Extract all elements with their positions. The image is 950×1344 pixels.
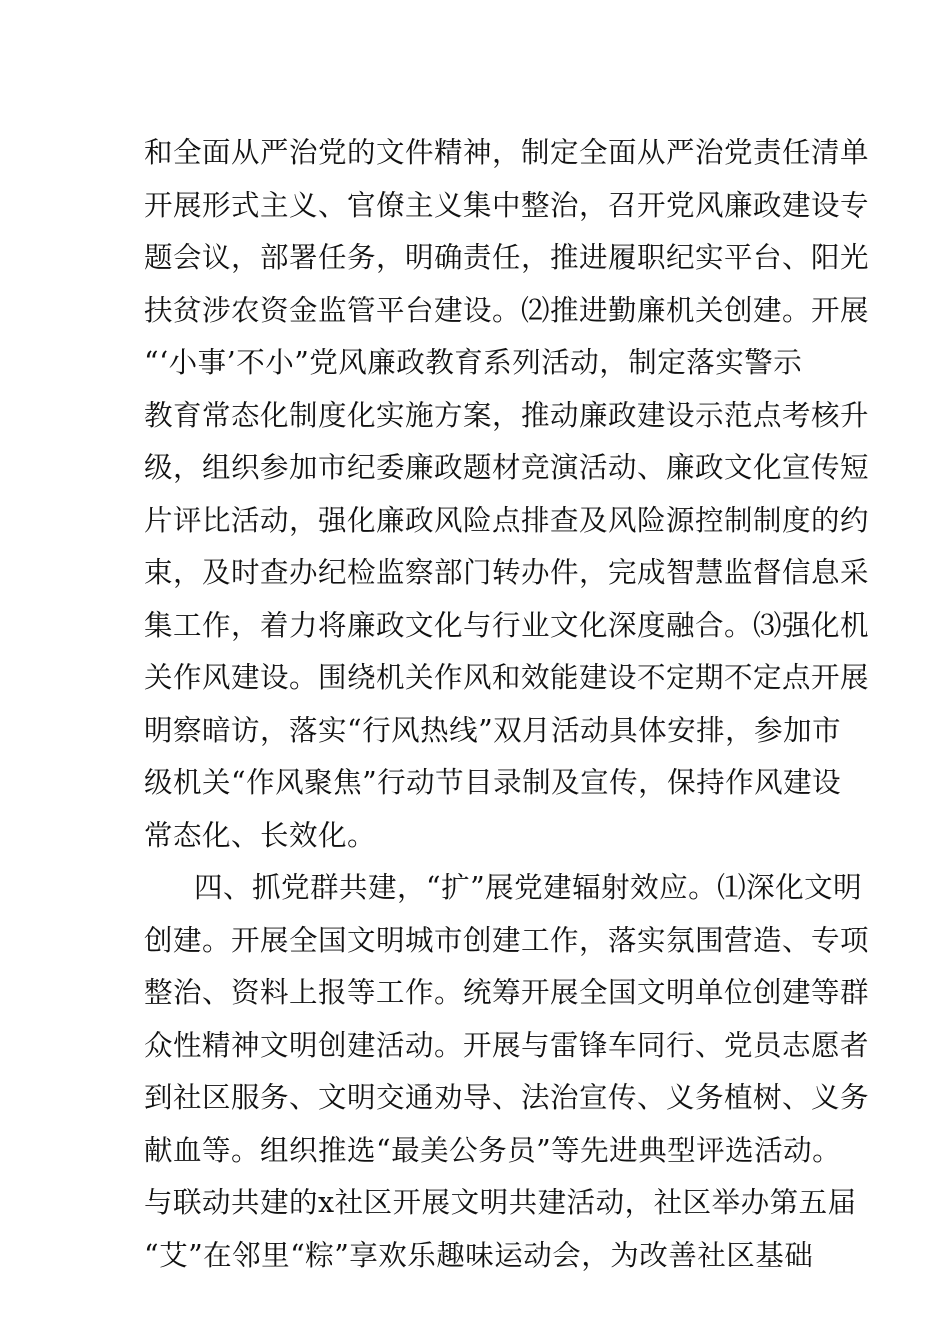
document-body xyxy=(144,127,870,1282)
text-line: 题会议，部署任务，明确责任，推进履职纪实平台、阳光 xyxy=(144,241,870,274)
section-heading-line: 四、抓党群共建，“扩”展党建辐射效应。⑴深化文明 xyxy=(194,871,863,904)
text-line: 束，及时查办纪检监察部门转办件，完成智慧监督信息采 xyxy=(144,556,870,589)
text-line: 和全面从严治党的文件精神，制定全面从严治党责任清单 xyxy=(144,136,870,169)
text-line: 献血等。组织推选“最美公务员”等先进典型评选活动。 xyxy=(144,1133,842,1167)
text-line: 关作风建设。围绕机关作风和效能建设不定期不定点开展 xyxy=(144,661,870,694)
text-line: 集工作，着力将廉政文化与行业文化深度融合。⑶强化机 xyxy=(144,608,870,642)
text-line: 明察暗访，落实“行风热线”双月活动具体安排，参加市 xyxy=(144,713,842,747)
text-line: “‘小事’不小”党风廉政教育系列活动，制定落实警示 xyxy=(144,346,803,379)
text-line: 开展形式主义、官僚主义集中整治，召开党风廉政建设专 xyxy=(144,188,870,222)
text-line: 整治、资料上报等工作。统筹开展全国文明单位创建等群 xyxy=(144,976,870,1009)
text-line: 到社区服务、文明交通劝导、法治宣传、义务植树、义务 xyxy=(144,1081,870,1114)
text-line: 与联动共建的x社区开展文明共建活动，社区举办第五届 xyxy=(144,1186,857,1219)
text-line: 创建。开展全国文明城市创建工作，落实氛围营造、专项 xyxy=(144,923,870,957)
text-line: 众性精神文明创建活动。开展与雷锋车同行、党员志愿者 xyxy=(144,1028,870,1062)
text-line: 扶贫涉农资金监管平台建设。⑵推进勤廉机关创建。开展 xyxy=(144,293,870,327)
text-line: 片评比活动，强化廉政风险点排查及风险源控制制度的约 xyxy=(144,503,870,537)
text-line: 级，组织参加市纪委廉政题材竞演活动、廉政文化宣传短 xyxy=(144,451,870,484)
text-line: 教育常态化制度化实施方案，推动廉政建设示范点考核升 xyxy=(144,398,870,432)
text-line: 常态化、长效化。 xyxy=(144,818,377,852)
text-line: 级机关“作风聚焦”行动节目录制及宣传，保持作风建设 xyxy=(144,766,842,799)
text-line: “艾”在邻里“粽”享欢乐趣味运动会，为改善社区基础 xyxy=(144,1238,814,1272)
